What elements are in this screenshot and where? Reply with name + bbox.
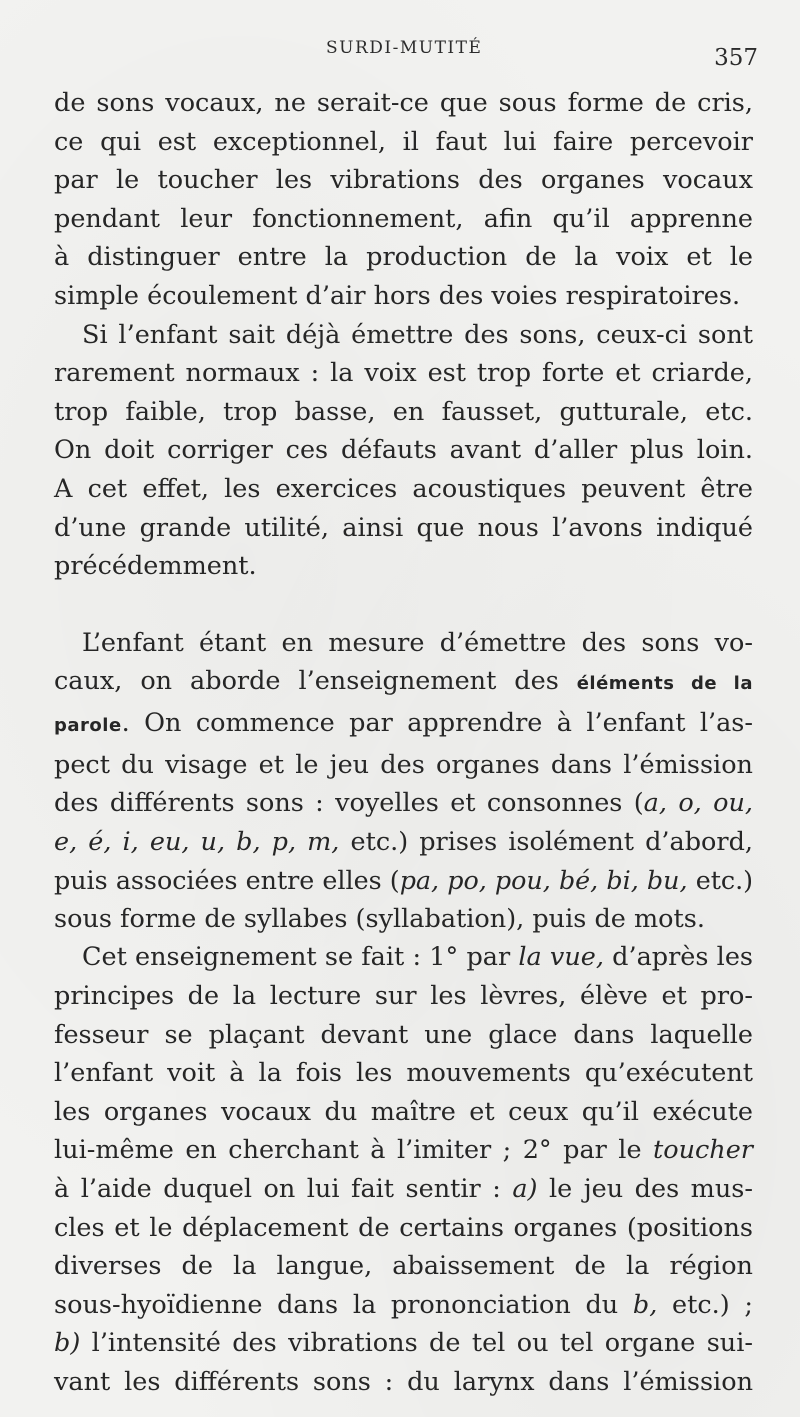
italic-run: la vue, [518, 942, 604, 973]
bold-term: éléments de la [576, 673, 753, 695]
text-run: etc.) ; [657, 1289, 753, 1320]
text-run: pect du visage et le jeu des organes dans l’émission [54, 749, 753, 780]
text-line: On doit corriger ces défauts avant d’aller plus loin. [54, 435, 753, 466]
text-line: précédemment. [54, 551, 257, 582]
text-line: Si l’enfant sait déjà émettre des sons, ceux-ci sont [82, 319, 753, 350]
italic-run: b) [54, 1328, 81, 1359]
text-line [54, 1247, 753, 1286]
italic-run: a, o, ou, [643, 788, 753, 819]
text-run: etc.) prises isolément d’abord, [339, 826, 753, 857]
text-line [54, 861, 753, 900]
italic-run: e, é, i, eu, u, b, p, m, [54, 826, 340, 857]
text-line [54, 938, 753, 977]
text-line [54, 704, 753, 746]
text-line: ce qui est exceptionnel, il faut lui faire percevoir [54, 126, 753, 157]
text-run: sous forme de syllabes (syllabation), puis de mots. [54, 903, 705, 934]
text-run: à l’aide duquel on lui fait sentir : [54, 1174, 513, 1205]
italic-run: pa, po, pou, bé, bi, bu, [399, 865, 688, 896]
text-line [54, 900, 753, 939]
text-line: trop faible, trop basse, en fausset, gutturale, etc. [54, 396, 753, 427]
text-line [54, 746, 753, 785]
text-run: diverses de la langue, abaissement de la région [54, 1251, 753, 1282]
text-line [54, 1093, 753, 1132]
text-line: d’une grande utilité, ainsi que nous l’avons indiqué [54, 512, 753, 543]
text-line [54, 784, 753, 823]
text-run: des différents sons : voyelles et consonnes ( [54, 788, 644, 819]
paragraph-3 [54, 624, 753, 939]
text-run: vant les différents sons : du larynx dans l’émission [54, 1367, 753, 1397]
text-run: principes de la lecture sur les lèvres, élève et pro- [54, 981, 753, 1012]
italic-run: toucher [652, 1135, 753, 1166]
text-line [54, 1016, 753, 1055]
page-number: 357 [714, 45, 758, 71]
text-run: sous-hyoïdienne dans la prononciation du [54, 1289, 633, 1320]
running-title: SURDI-MUTITÉ [326, 38, 483, 58]
italic-run: a) [512, 1174, 538, 1205]
text-run: cles et le déplacement de certains organes (positions [54, 1212, 753, 1243]
text-run: etc.) [687, 865, 753, 896]
text-line: à distinguer entre la production de la voix et le [54, 242, 753, 273]
paragraph-1 [54, 84, 753, 316]
text-run: fesseur se plaçant devant une glace dans laquelle [54, 1019, 753, 1050]
bold-term: parole [54, 714, 122, 736]
text-line [54, 1286, 753, 1325]
body-text [54, 84, 753, 1402]
text-line [54, 1170, 753, 1209]
text-line: A cet effet, les exercices acoustiques peuvent être [54, 473, 753, 504]
text-line [54, 1209, 753, 1248]
text-line: de sons vocaux, ne serait-ce que sous forme de cris, [54, 88, 753, 118]
text-line [54, 662, 753, 704]
paragraph-4 [54, 938, 753, 1401]
text-line [54, 1363, 753, 1402]
text-run: d’après les [603, 942, 754, 973]
text-run: l’enfant voit à la fois les mouvements qu’exécutent [54, 1058, 753, 1089]
text-run: caux, on aborde l’enseignement des [54, 666, 577, 697]
text-run: L’enfant étant en mesure d’émettre des sons vo- [82, 627, 753, 658]
text-line [54, 977, 753, 1016]
text-line [54, 624, 753, 663]
text-run: l’intensité des vibrations de tel ou tel organe sui- [80, 1328, 753, 1359]
text-run: . On commence par apprendre à l’enfant l’as- [121, 707, 753, 738]
text-line [54, 1131, 753, 1170]
text-run: lui-même en cherchant à l’imiter ; 2° par le [54, 1135, 653, 1166]
text-line: par le toucher les vibrations des organes vocaux [54, 165, 753, 196]
text-line: pendant leur fonctionnement, afin qu’il apprenne [54, 203, 753, 234]
text-run: les organes vocaux du maître et ceux qu’il exécute [54, 1096, 753, 1127]
paragraph-2 [54, 316, 753, 586]
italic-run: b, [632, 1289, 658, 1320]
text-line [54, 823, 753, 862]
text-line: simple écoulement d’air hors des voies respiratoires. [54, 280, 741, 311]
text-line: rarement normaux : la voix est trop forte et criarde, [54, 358, 753, 389]
text-run: Cet enseignement se fait : 1° par [82, 942, 519, 973]
text-line [54, 1054, 753, 1093]
text-run: puis associées entre elles ( [54, 865, 400, 896]
text-run: le jeu des mus- [537, 1174, 753, 1205]
text-line [54, 1324, 753, 1363]
page-header [0, 38, 800, 78]
